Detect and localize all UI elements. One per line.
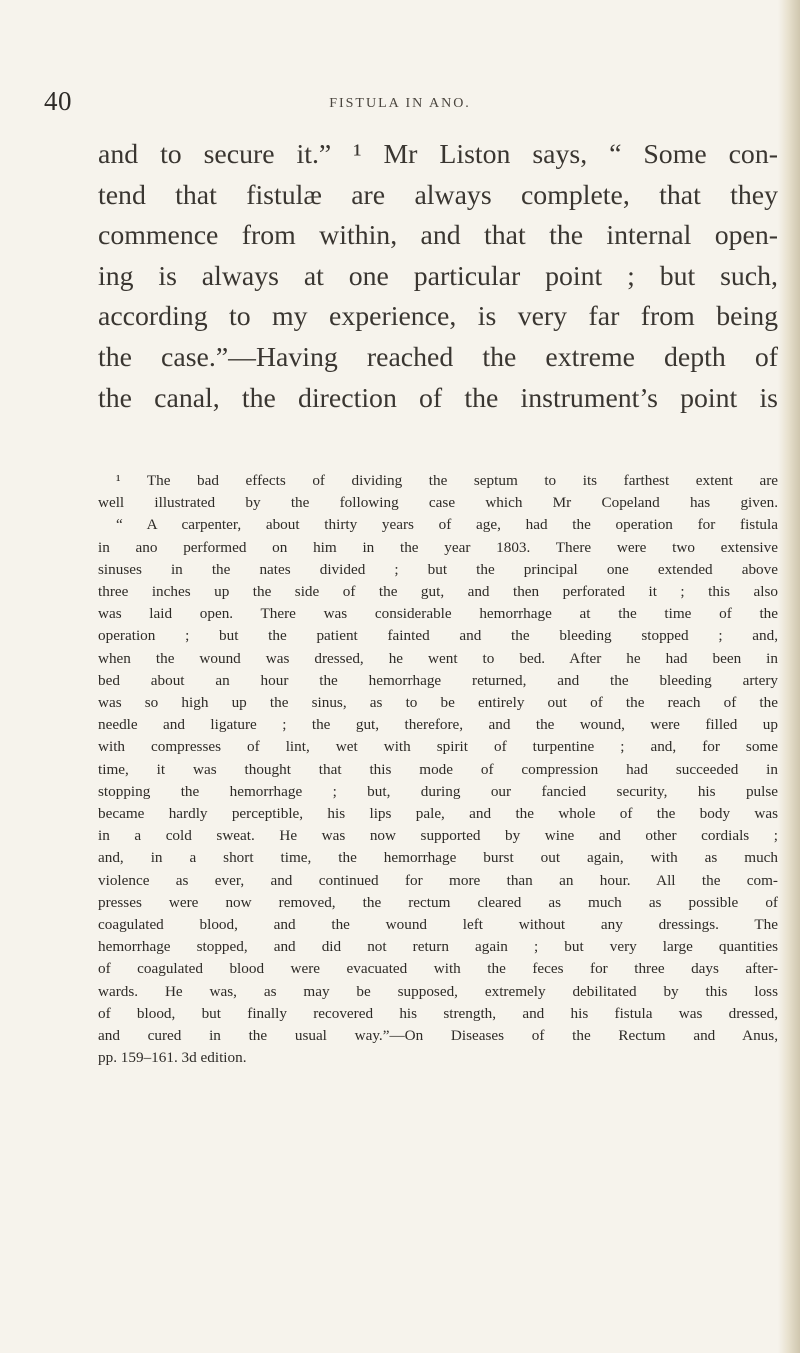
footnote-line: and cured in the usual way.”—On Diseases of the Rectum and Anus, bbox=[98, 1027, 778, 1045]
body-text bbox=[98, 135, 778, 419]
body-line: ing is always at one particular point ; but such, bbox=[98, 260, 778, 292]
footnote-line: with compresses of lint, wet with spirit of turpentine ; and, for some bbox=[98, 738, 778, 756]
footnote-line: “ A carpenter, about thirty years of age, had the operation for fistula bbox=[116, 516, 778, 534]
page-number: 40 bbox=[44, 86, 72, 116]
body-line: commence from within, and that the internal open- bbox=[98, 220, 778, 252]
footnote-line: operation ; but the patient fainted and the bleeding stopped ; and, bbox=[98, 627, 778, 645]
body-line: and to secure it.” ¹ Mr Liston says, “ Some con- bbox=[98, 139, 778, 170]
footnote-line: well illustrated by the following case which Mr Copeland has given. bbox=[98, 494, 778, 512]
body-line: according to my experience, is very far from being bbox=[98, 301, 778, 333]
footnote-line: wards. He was, as may be supposed, extremely debilitated by this loss bbox=[98, 982, 778, 1000]
footnote-line: of coagulated blood were evacuated with the feces for three days after- bbox=[98, 960, 778, 978]
body-line: the case.”—Having reached the extreme depth of bbox=[98, 341, 778, 373]
footnote-line: stopping the hemorrhage ; but, during our fancied security, his pulse bbox=[98, 782, 778, 800]
footnote-line: and, in a short time, the hemorrhage burst out again, with as much bbox=[98, 849, 778, 867]
footnote-line: hemorrhage stopped, and did not return again ; but very large quantities bbox=[98, 938, 778, 956]
footnote-line: was so high up the sinus, as to be entirely out of the reach of the bbox=[98, 694, 778, 712]
page-edge-shadow bbox=[778, 0, 800, 1353]
footnote-line: needle and ligature ; the gut, therefore, and the wound, were filled up bbox=[98, 716, 778, 734]
footnote-line: sinuses in the nates divided ; but the principal one extended above bbox=[98, 560, 778, 578]
footnote bbox=[98, 470, 778, 1069]
footnote-line: was laid open. There was considerable hemorrhage at the time of the bbox=[98, 605, 778, 623]
footnote-line: of blood, but finally recovered his strength, and his fistula was dressed, bbox=[98, 1004, 778, 1022]
body-line: the canal, the direction of the instrument’s point is bbox=[98, 382, 778, 414]
body-line: tend that fistulæ are always complete, that they bbox=[98, 179, 778, 211]
footnote-line: when the wound was dressed, he went to bed. After he had been in bbox=[98, 649, 778, 667]
footnote-line: became hardly perceptible, his lips pale, and the whole of the body was bbox=[98, 805, 778, 823]
footnote-line: in ano performed on him in the year 1803. There were two extensive bbox=[98, 538, 778, 556]
footnote-line: pp. 159–161. 3d edition. bbox=[98, 1049, 247, 1067]
footnote-line: three inches up the side of the gut, and then perforated it ; this also bbox=[98, 583, 778, 601]
footnote-line: violence as ever, and continued for more than an hour. All the com- bbox=[98, 871, 778, 889]
footnote-line: time, it was thought that this mode of compression had succeeded in bbox=[98, 760, 778, 778]
footnote-line: ¹ The bad effects of dividing the septum to its farthest extent are bbox=[116, 472, 778, 489]
footnote-line: coagulated blood, and the wound left without any dressings. The bbox=[98, 916, 778, 934]
footnote-line: bed about an hour the hemorrhage returned, and the bleeding artery bbox=[98, 671, 778, 689]
running-head: FISTULA IN ANO. bbox=[329, 96, 471, 111]
footnote-line: in a cold sweat. He was now supported by wine and other cordials ; bbox=[98, 827, 778, 845]
footnote-line: presses were now removed, the rectum cleared as much as possible of bbox=[98, 893, 778, 911]
